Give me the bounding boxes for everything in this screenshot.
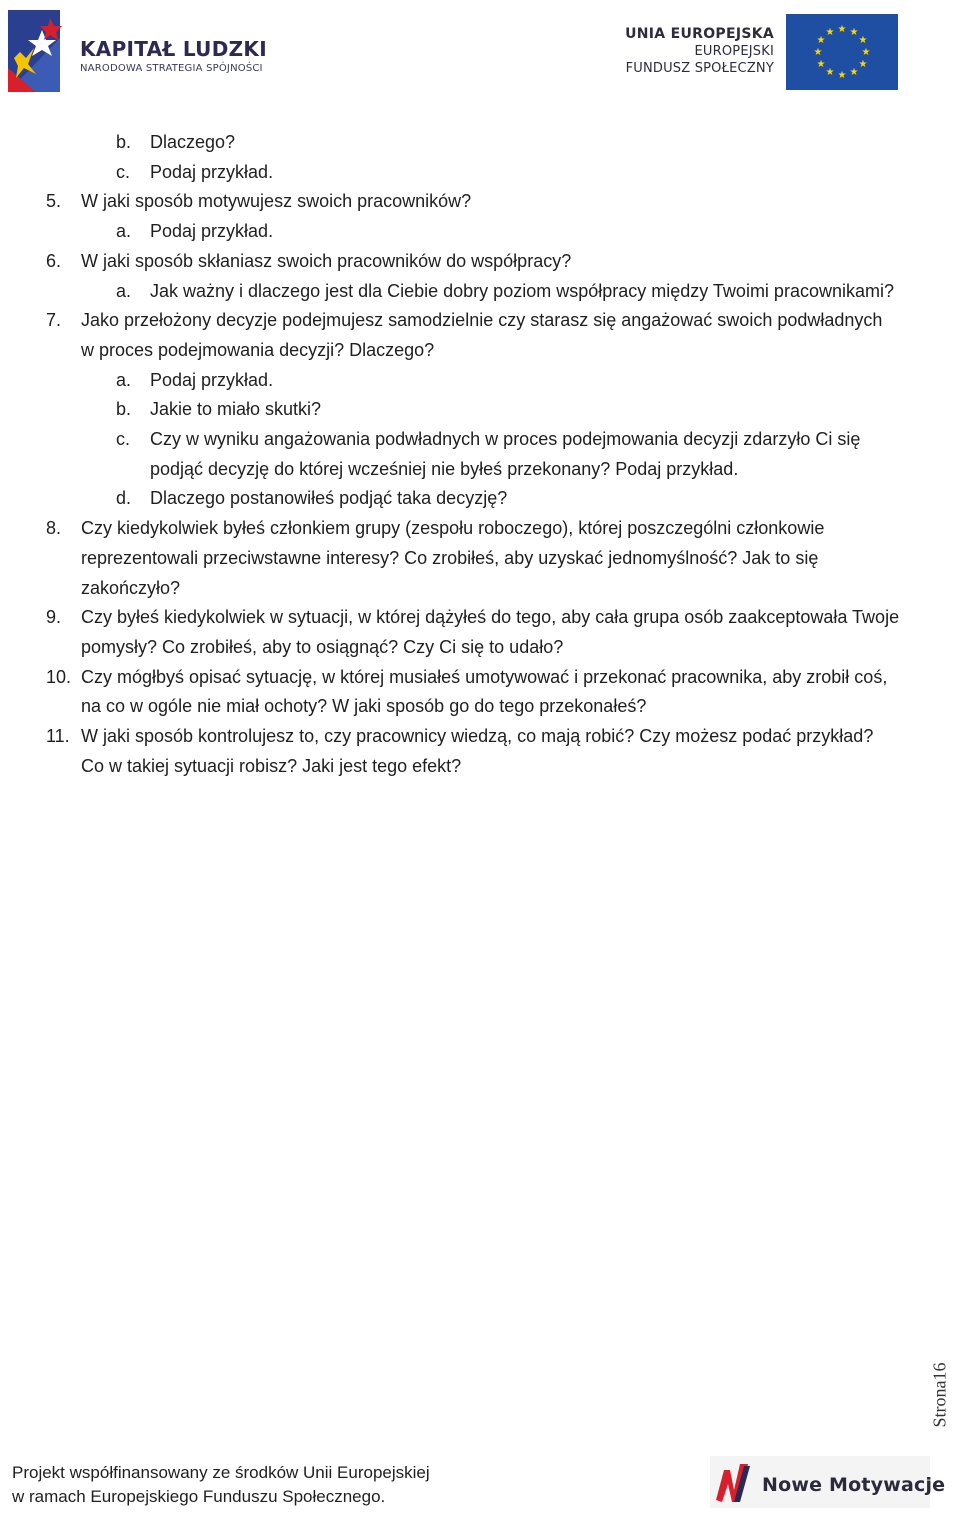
page-header (0, 0, 960, 105)
list-item-text: Jakie to miało skutki? (150, 399, 322, 420)
list-item-text: Podaj przykład. (150, 221, 274, 242)
svg-text:★: ★ (816, 59, 826, 70)
svg-text:★: ★ (849, 27, 859, 38)
list-item (0, 514, 960, 603)
list-item-text: Jak ważny i dlaczego jest dla Ciebie dobry poziom współpracy między Twoimi pracownikami? (150, 280, 894, 301)
list-item (0, 187, 960, 217)
list-marker: 6. (46, 250, 62, 271)
footer-line1: Projekt współfinansowany ze środków Unii Europejskiej (12, 1463, 430, 1482)
list-item (0, 366, 960, 396)
svg-text:★: ★ (861, 47, 871, 58)
list-item (0, 158, 960, 188)
list-marker: 11. (46, 726, 70, 747)
list-marker: 7. (46, 310, 62, 331)
question-list (0, 128, 960, 781)
list-marker: b. (116, 399, 132, 420)
list-marker: 8. (46, 518, 62, 539)
eu-text (625, 26, 774, 77)
list-item (0, 722, 960, 781)
list-marker: a. (116, 369, 132, 390)
list-item (0, 663, 960, 722)
list-item-text: Dlaczego? (150, 132, 236, 152)
list-item (0, 603, 960, 662)
list-marker: b. (116, 132, 132, 152)
kapital-ludzki-subtitle: NARODOWA STRATEGIA SPÓJNOŚCI (80, 63, 263, 74)
list-item-text: Jako przełożony decyzje podejmujesz samodzielnie czy starasz się angażować swoich podwładnych w proces podejmowania decyzji? Dlaczego? (81, 310, 883, 360)
svg-text:★: ★ (858, 35, 868, 46)
list-item (0, 217, 960, 247)
list-item-text: W jaki sposób motywujesz swoich pracowników? (81, 191, 472, 212)
list-marker: a. (116, 221, 132, 242)
list-item (0, 306, 960, 365)
list-item (0, 128, 960, 158)
footer-line2: w ramach Europejskiego Funduszu Społecznego. (12, 1487, 386, 1506)
kapital-ludzki-text (80, 38, 267, 74)
list-item (0, 247, 960, 277)
svg-text:★: ★ (825, 67, 835, 78)
list-marker: 5. (46, 191, 62, 212)
svg-text:★: ★ (849, 67, 859, 78)
nowe-motywacje-text: Nowe Motywacje (762, 1474, 946, 1496)
svg-text:★: ★ (825, 27, 835, 38)
page-number: Strona16 (929, 1362, 950, 1428)
list-marker: a. (116, 280, 132, 301)
list-item-text: Czy mógłbyś opisać sytuację, w której musiałeś umotywować i przekonać pracownika, aby zrobił coś, na co w ogóle nie miał ochoty? W jaki sposób go do tego przekonałeś? (81, 666, 888, 717)
svg-text:★: ★ (858, 59, 868, 70)
eu-line3: FUNDUSZ SPOŁECZNY (625, 61, 774, 76)
svg-text:★: ★ (816, 35, 826, 46)
svg-text:★: ★ (837, 24, 847, 35)
list-item-text: Czy byłeś kiedykolwiek w sytuacji, w której dążyłeś do tego, aby cała grupa osób zaakceptowała Twoje pomysły? Co zrobiłeś, aby to osiągnąć? Czy Ci się to udało? (81, 607, 900, 657)
list-item (0, 277, 960, 307)
list-marker: c. (116, 161, 131, 182)
list-item-text: Czy kiedykolwiek byłeś członkiem grupy (zespołu roboczego), której poszczególni członkowie reprezentowali przeciwstawne interesy? Co zrobiłeś, aby uzyskać jednomyślność? Jak to się zakończyło? (81, 518, 825, 598)
kapital-ludzki-title: KAPITAŁ LUDZKI (80, 37, 267, 61)
eu-line2: EUROPEJSKI (694, 44, 774, 59)
list-item-text: Czy w wyniku angażowania podwładnych w proces podejmowania decyzji zdarzyło Ci się podjąć decyzję do której wcześniej nie byłeś przekonany? Podaj przykład. (150, 429, 861, 479)
list-item (0, 484, 960, 514)
list-marker: c. (116, 429, 131, 450)
list-item-text: W jaki sposób kontrolujesz to, czy pracownicy wiedzą, co mają robić? Czy możesz podać przykład? Co w takiej sytuacji robisz? Jaki jest tego efekt? (81, 726, 874, 776)
list-marker: d. (116, 488, 132, 509)
kapital-ludzki-logo-icon (6, 8, 68, 96)
list-item (0, 395, 960, 425)
list-item-text: Podaj przykład. (150, 161, 274, 182)
list-marker: 9. (46, 607, 62, 628)
svg-text:★: ★ (837, 70, 847, 81)
footer-text (12, 1461, 430, 1509)
list-item-text: W jaki sposób skłaniasz swoich pracowników do współpracy? (81, 250, 572, 271)
list-item-text: Podaj przykład. (150, 369, 274, 390)
list-marker: 10. (46, 666, 72, 687)
svg-text:★: ★ (813, 47, 823, 58)
list-item-text: Dlaczego postanowiłeś podjąć taka decyzję? (150, 488, 508, 509)
eu-flag-icon (786, 14, 898, 90)
list-item (0, 425, 960, 484)
eu-line1: UNIA EUROPEJSKA (625, 26, 774, 42)
